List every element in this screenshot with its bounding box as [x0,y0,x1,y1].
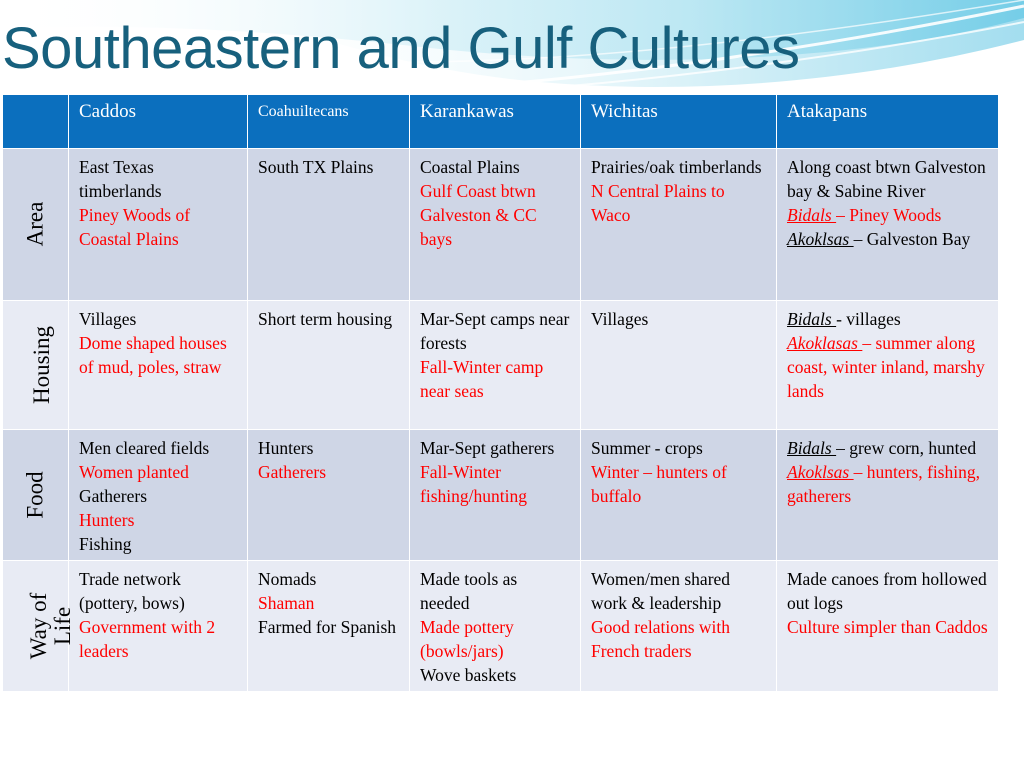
cell-text: Along coast btwn Galveston bay & Sabine River [787,157,986,201]
row-label-text: Housing [28,325,54,404]
cell-text: Trade network (pottery, bows) [79,569,185,613]
cell-text: Fall-Winter camp near seas [420,357,544,401]
cell-text: Piney Woods of Coastal Plains [79,205,191,249]
cell-line [258,591,400,615]
cell-text: Good relations with French traders [591,617,731,661]
cell-line [79,615,238,663]
cell-line [787,227,989,251]
cell-text: – summer along coast, winter inland, marshy lands [787,333,985,401]
cell-text: – grew corn, hunted [836,438,977,458]
cell-line [591,436,767,460]
cell-text: Shaman [258,593,315,613]
cell-way-of-life-caddos [69,561,248,692]
header-wichitas: Wichitas [581,95,777,149]
tribe-subgroup-name: Bidals [787,205,837,225]
cell-text: Summer - crops [591,438,703,458]
cell-food-caddos [69,430,248,561]
cell-text: Mar-Sept camps near forests [420,309,570,353]
cell-line [79,484,238,508]
cell-text: Women planted [79,462,189,482]
cell-line [420,155,571,179]
cell-line [787,155,989,203]
cell-way-of-life-wichitas [581,561,777,692]
cell-text: Winter – hunters of buffalo [591,462,727,506]
cell-area-wichitas [581,149,777,301]
cell-text: – Piney Woods [836,205,942,225]
cell-text: Made tools as needed [420,569,518,613]
header-caddos: Caddos [69,95,248,149]
cell-line [420,663,571,687]
cell-area-atakapans [777,149,999,301]
cell-line [787,615,989,639]
cell-line [420,179,571,251]
table-row-housing [3,301,999,430]
cell-line [420,615,571,663]
cell-line [591,615,767,663]
tribe-subgroup-name: Bidals [787,309,837,329]
cell-text: Villages [79,309,137,329]
cell-area-caddos [69,149,248,301]
cell-text: – Galveston Bay [853,229,971,249]
header-atakapans: Atakapans [777,95,999,149]
cell-line [258,615,400,639]
cell-text: Villages [591,309,649,329]
cell-housing-wichitas [581,301,777,430]
cell-food-atakapans [777,430,999,561]
cell-food-wichitas [581,430,777,561]
table-row-area [3,149,999,301]
cell-text: Made pottery (bowls/jars) [420,617,514,661]
cell-text: East Texas timberlands [79,157,162,201]
cell-text: Gatherers [79,486,148,506]
cell-line [591,460,767,508]
header-row [3,95,999,149]
cultures-table [2,94,999,692]
cell-housing-coahuiltecans [248,301,410,430]
cell-line [79,307,238,331]
row-label-text: Area [22,201,48,247]
cell-text: Coastal Plains [420,157,520,177]
row-label-way-of-life [3,561,75,692]
cell-text: Fall-Winter fishing/hunting [420,462,527,506]
cell-line [79,331,238,379]
cell-text: Wove baskets [420,665,517,685]
row-label-housing [3,301,69,430]
table-row-way-of-life [3,561,999,692]
cell-line [420,436,571,460]
cell-food-karankawas [410,430,581,561]
cell-line [79,436,238,460]
cell-food-coahuiltecans [248,430,410,561]
cell-line [79,508,238,532]
cell-line [258,460,400,484]
cell-line [258,155,400,179]
cell-line [787,307,989,331]
cell-line [787,567,989,615]
cell-text: Government with 2 leaders [79,617,216,661]
cell-line [420,355,571,403]
cell-line [591,155,767,179]
cell-way-of-life-coahuiltecans [248,561,410,692]
cell-text: Culture simpler than Caddos [787,617,988,637]
row-label-text: Way of Life [26,592,75,659]
cell-line [420,567,571,615]
tribe-subgroup-name: Bidals [787,438,837,458]
cell-text: – hunters, fishing, gatherers [787,462,980,506]
cell-text: N Central Plains to Waco [591,181,725,225]
cell-way-of-life-atakapans [777,561,999,692]
cell-line [79,203,238,251]
cell-text: - villages [836,309,901,329]
tribe-subgroup-name: Akoklsas [787,229,854,249]
cell-housing-atakapans [777,301,999,430]
cell-way-of-life-karankawas [410,561,581,692]
row-label-text: Food [22,470,48,519]
cell-text: South TX Plains [258,157,374,177]
cell-text: Farmed for Spanish [258,617,397,637]
cell-line [79,460,238,484]
cell-line [591,567,767,615]
cell-text: Fishing [79,534,132,554]
cell-text: Gulf Coast btwn Galveston & CC bays [420,181,537,249]
corner-header-cell [3,95,69,149]
cell-line [258,307,400,331]
cell-line [258,567,400,591]
cell-text: Made canoes from hollowed out logs [787,569,987,613]
cell-text: Hunters [79,510,135,530]
cell-area-coahuiltecans [248,149,410,301]
cell-line [787,331,989,403]
cell-line [258,436,400,460]
cell-text: Women/men shared work & leadership [591,569,731,613]
row-label-area [3,149,69,301]
slide-title: Southeastern and Gulf Cultures [2,16,800,81]
cell-text: Hunters [258,438,314,458]
row-label-food [3,430,69,561]
header-karankawas: Karankawas [410,95,581,149]
cell-line [79,567,238,615]
cell-area-karankawas [410,149,581,301]
cell-text: Dome shaped houses of mud, poles, straw [79,333,227,377]
tribe-subgroup-name: Akoklasas [787,333,863,353]
cell-housing-caddos [69,301,248,430]
cell-line [420,460,571,508]
cell-line [79,155,238,203]
cell-text: Gatherers [258,462,327,482]
cell-text: Short term housing [258,309,393,329]
cell-text: Mar-Sept gatherers [420,438,555,458]
cell-housing-karankawas [410,301,581,430]
cell-line [591,307,767,331]
tribe-subgroup-name: Akoklsas [787,462,854,482]
cell-line [787,460,989,508]
table-row-food [3,430,999,561]
cell-line [787,203,989,227]
cell-line [420,307,571,355]
cell-text: Nomads [258,569,317,589]
cell-line [79,532,238,556]
cell-text: Men cleared fields [79,438,210,458]
header-coahuiltecans: Coahuiltecans [248,95,410,149]
cell-line [591,179,767,227]
cell-line [787,436,989,460]
cell-text: Prairies/oak timberlands [591,157,762,177]
